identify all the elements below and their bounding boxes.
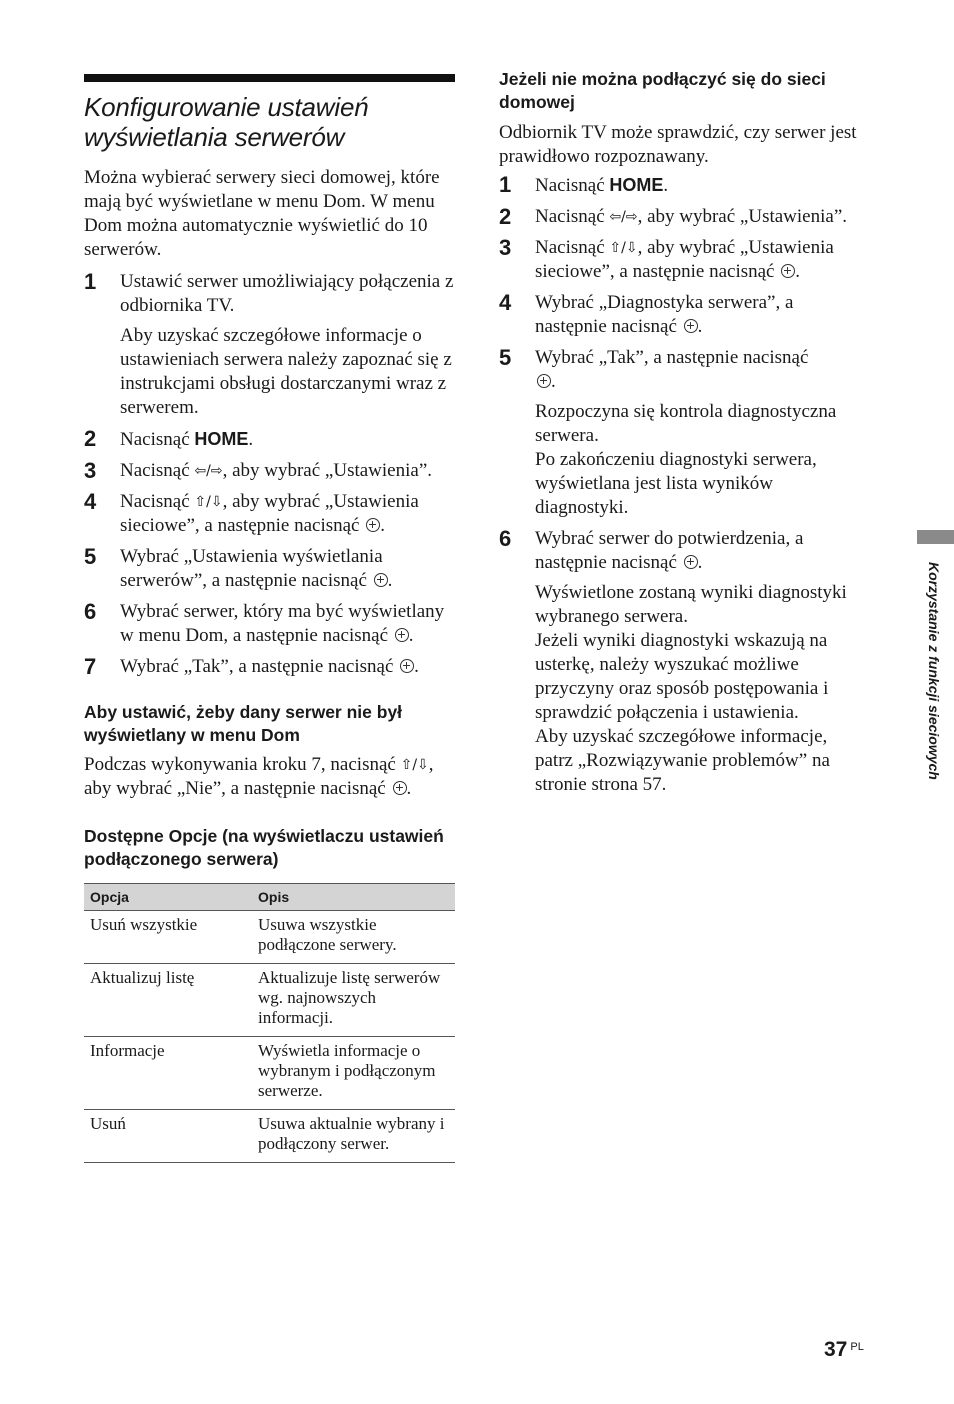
step-2: [499, 205, 869, 229]
intro-paragraph: Można wybierać serwery sieci domowej, które mają być wyświetlane w menu Dom. W menu Dom można automatycznie wyświetlić do 10 serwerów.: [84, 167, 440, 260]
step-number: 2: [84, 426, 97, 451]
step-number: 5: [84, 544, 97, 569]
step-number: 1: [499, 172, 512, 197]
option-name: Usuń: [84, 1110, 252, 1163]
diagnostic-steps: [499, 173, 869, 797]
step-5: 5 Wybrać „Tak”, a następnie nacisnąć . Rozpoczyna się kontrola diagnostyczna serwera. Po zakończeniu diagnostyki serwera, wyświetlana jest lista wyników diagnostyki.: [499, 346, 869, 520]
option-description: Wyświetla informacje o wybranym i podłączonym serwerze.: [252, 1037, 455, 1110]
table-row: [84, 1110, 455, 1163]
options-table: [84, 883, 455, 1163]
left-right-arrows-icon: ⇦/⇨: [609, 209, 638, 225]
step-number: 3: [84, 458, 97, 483]
section-tab-marker: [917, 530, 954, 544]
page-number: [824, 1338, 864, 1362]
left-right-arrows-icon: ⇦/⇨: [194, 463, 223, 479]
enter-button-icon: [366, 518, 380, 532]
option-name: Usuń wszystkie: [84, 911, 252, 964]
step-1: [499, 173, 869, 198]
step-number: 2: [499, 204, 512, 229]
home-key-label: HOME: [194, 429, 249, 449]
enter-button-icon: [537, 374, 551, 388]
step-text: Nacisnąć: [535, 175, 610, 196]
step-1: [84, 270, 455, 420]
column-header-description: Opis: [252, 884, 455, 911]
page-title: Konfigurowanie ustawień wyświetlania serwerów: [84, 92, 369, 152]
step-3: [84, 459, 455, 483]
enter-button-icon: [393, 781, 407, 795]
step-number: 7: [84, 654, 97, 679]
step-text: Wybrać „Ustawienia wyświetlania serwerów”, a następnie nacisnąć: [120, 546, 383, 591]
step-5: 5 Wybrać „Ustawienia wyświetlania serwerów”, a następnie nacisnąć .: [84, 544, 393, 591]
section-rule: [84, 74, 455, 82]
step-6: 6 Wybrać serwer do potwierdzenia, a następnie nacisnąć . Wyświetlone zostaną wyniki diagnostyki wybranego serwera. Jeżeli wyniki diagnostyki wskazują na usterkę, należy wyszukać możliwe przyczyny oraz sposób postępowania i sprawdzić połączenia i ustawienia. Aby uzyskać szczegółowe informacje, patrz „Rozwiązywanie problemów” na stronie strona 57.: [499, 527, 869, 797]
step-text: .: [663, 175, 669, 196]
section-side-label: Korzystanie z funkcji sieciowych: [926, 562, 942, 780]
left-column: [84, 74, 455, 1163]
step-number: 4: [499, 290, 512, 315]
option-name: Informacje: [84, 1037, 252, 1110]
hide-server-paragraph: Podczas wykonywania kroku 7, nacisnąć ⇧/⇩, aby wybrać „Nie”, a następnie nacisnąć .: [84, 754, 434, 799]
step-4: 4 Nacisnąć ⇧/⇩, aby wybrać „Ustawienia sieciowe”, a następnie nacisnąć .: [84, 489, 419, 536]
step-note: Aby uzyskać szczegółowe informacje o ustawieniach serwera należy zapoznać się z instrukcjami obsługi dostarczanymi wraz z serwerem.: [120, 325, 452, 418]
step-2: [84, 427, 455, 452]
step-number: 4: [84, 489, 97, 514]
language-code: PL: [850, 1341, 864, 1353]
step-4: 4 Wybrać „Diagnostyka serwera”, a następnie nacisnąć .: [499, 290, 794, 337]
column-header-option: Opcja: [84, 884, 252, 911]
step-text: Nacisnąć: [120, 460, 195, 481]
step-text: Wybrać „Tak”, a następnie nacisnąć: [535, 347, 809, 368]
enter-button-icon: [684, 319, 698, 333]
step-text: Ustawić serwer umożliwiający połączenia z odbiornika TV.: [120, 271, 454, 316]
up-down-arrows-icon: ⇧/⇩: [609, 240, 638, 256]
enter-button-icon: [781, 264, 795, 278]
step-text: Nacisnąć: [535, 206, 610, 227]
step-number: 5: [499, 345, 512, 370]
step-text: Wybrać „Tak”, a następnie nacisnąć: [120, 656, 394, 677]
step-text: , aby wybrać „Ustawienia sieciowe”, a następnie nacisnąć: [120, 491, 419, 536]
right-column: [499, 68, 869, 804]
step-text: Wybrać serwer, który ma być wyświetlany w menu Dom, a następnie nacisnąć: [120, 601, 445, 646]
option-name: Aktualizuj listę: [84, 964, 252, 1037]
table-header-row: [84, 884, 455, 911]
step-text: .: [248, 429, 254, 450]
step-3: 3 Nacisnąć ⇧/⇩, aby wybrać „Ustawienia sieciowe”, a następnie nacisnąć .: [499, 235, 834, 282]
hide-server-heading: Aby ustawić, żeby dany serwer nie był wyświetlany w menu Dom: [84, 702, 403, 745]
enter-button-icon: [395, 628, 409, 642]
step-number: 3: [499, 235, 512, 260]
step-text: Nacisnąć: [120, 491, 195, 512]
step-note: Wyświetlone zostaną wyniki diagnostyki wybranego serwera. Jeżeli wyniki diagnostyki wskazują na usterkę, należy wyszukać możliwe przyczyny oraz sposób postępowania i sprawdzić połączenia i ustawienia. Aby uzyskać szczegółowe informacje, patrz „Rozwiązywanie problemów” na stronie strona 57.: [535, 582, 847, 795]
paragraph-text: Podczas wykonywania kroku 7, nacisnąć: [84, 754, 401, 775]
step-6: 6 Wybrać serwer, który ma być wyświetlany w menu Dom, a następnie nacisnąć .: [84, 599, 445, 646]
troubleshoot-intro: Odbiornik TV może sprawdzić, czy serwer jest prawidłowo rozpoznawany.: [499, 122, 857, 167]
table-row: [84, 1037, 455, 1110]
step-text: Nacisnąć: [535, 237, 610, 258]
options-heading: Dostępne Opcje (na wyświetlaczu ustawień podłączonego serwera): [84, 826, 444, 869]
troubleshoot-heading: Jeżeli nie można podłączyć się do sieci domowej: [499, 69, 826, 112]
up-down-arrows-icon: ⇧/⇩: [194, 494, 223, 510]
step-number: 6: [499, 526, 512, 551]
table-row: [84, 964, 455, 1037]
step-text: Nacisnąć: [120, 429, 195, 450]
setup-steps: [84, 270, 455, 679]
page-number-value: 37: [824, 1338, 848, 1361]
step-note: Rozpoczyna się kontrola diagnostyczna serwera. Po zakończeniu diagnostyki serwera, wyświetlana jest lista wyników diagnostyki.: [535, 401, 837, 518]
option-description: Aktualizuje listę serwerów wg. najnowszych informacji.: [252, 964, 455, 1037]
option-description: Usuwa aktualnie wybrany i podłączony serwer.: [252, 1110, 455, 1163]
step-text: , aby wybrać „Ustawienia”.: [222, 460, 433, 481]
step-number: 1: [84, 269, 97, 294]
option-description: Usuwa wszystkie podłączone serwery.: [252, 911, 455, 964]
step-text: Wybrać „Diagnostyka serwera”, a następnie nacisnąć: [535, 292, 794, 337]
paragraph-text: , aby wybrać „Nie”, a następnie nacisnąć: [84, 754, 434, 799]
enter-button-icon: [684, 555, 698, 569]
step-number: 6: [84, 599, 97, 624]
step-text: Wybrać serwer do potwierdzenia, a następnie nacisnąć: [535, 528, 804, 573]
step-text: , aby wybrać „Ustawienia”.: [637, 206, 848, 227]
table-row: [84, 911, 455, 964]
step-text: , aby wybrać „Ustawienia sieciowe”, a następnie nacisnąć: [535, 237, 834, 282]
step-7: 7 Wybrać „Tak”, a następnie nacisnąć .: [84, 654, 419, 679]
up-down-arrows-icon: ⇧/⇩: [400, 757, 429, 773]
enter-button-icon: [374, 573, 388, 587]
home-key-label: HOME: [609, 175, 664, 195]
enter-button-icon: [400, 659, 414, 673]
